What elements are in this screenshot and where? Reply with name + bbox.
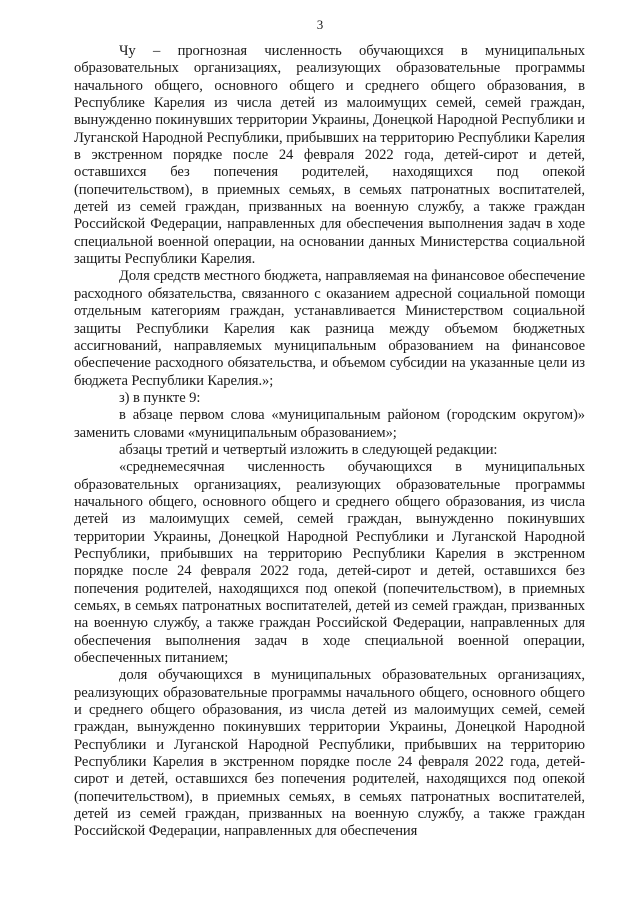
paragraph-item-z: з) в пункте 9: (119, 389, 201, 406)
paragraph-monthly-count: «среднемесячная численность обучающихся в муниципальных образовательных организациях, реализующих образовательные программы начального общего, основного общего и среднего общего образования, из числа детей из малоимущих семей, семей граждан, вынужденно покинувших территории Украины, Донецкой Народной Республики и Луганской Народной Республики, прибывших на территорию Республики Карелия в экстренном порядке после 24 февраля 2022 года, детей-сирот и детей, оставшихся без попечения родителей, находящихся под опекой (попечительством), в приемных семьях, в семьях патронатных воспитателей, детей из семей граждан, призванных на военную службу, а также граждан Российской Федерации, направленных для обеспечения выполнения задач в ходе специальной военной операции, обеспеченных питанием; (74, 459, 585, 667)
paragraph-chu-definition: Чу – прогнозная численность обучающихся в муниципальных образовательных организациях, реализующих образовательные программы начального общего, основного общего и среднего общего образования, в Республике Карелия из числа детей из малоимущих семей, семей граждан, вынужденно покинувших территории Украины, Донецкой Народной Республики и Луганской Народной Республики, прибывших на территорию Республики Карелия в экстренном порядке после 24 февраля 2022 года, детей-сирот и детей, оставшихся без попечения родителей, находящихся под опекой (попечительством), в приемных семьях, в семьях патронатных воспитателей, детей из семей граждан, призванных на военную службу, а также граждан Российской Федерации, направленных для обеспечения выполнения задач в ходе специальной военной операции, на основании данных Министерства социальной защиты Республики Карелия. (74, 43, 585, 268)
paragraph-local-budget-share: Доля средств местного бюджета, направляемая на финансовое обеспечение расходного обязательства, связанного с оказанием адресной социальной помощи отдельным категориям граждан, устанавливается Министерством социальной защиты Республики Карелия как разница между объемом бюджетных ассигнований, направляемых муниципальным образованием на финансовое обеспечение расходного обязательства, и объемом субсидии на указанные цели из бюджета Республики Карелия.»; (74, 268, 585, 389)
document-body (74, 43, 585, 841)
paragraph-third-fourth-intro: абзацы третий и четвертый изложить в следующей редакции: (119, 441, 498, 458)
page-number: 3 (316, 17, 324, 32)
paragraph-share-of-students: доля обучающихся в муниципальных образовательных организациях, реализующих образовательные программы начального общего, основного общего и среднего общего образования, из числа детей из малоимущих семей, семей граждан, вынужденно покинувших территории Украины, Донецкой Народной Республики и Луганской Народной Республики, прибывших на территорию Республики Карелия в экстренном порядке после 24 февраля 2022 года, детей-сирот и детей, оставшихся без попечения родителей, находящихся под опекой (попечительством), в приемных семьях, в семьях патронатных воспитателей, детей из семей граждан, призванных на военную службу, а также граждан Российской Федерации, направленных для обеспечения (74, 667, 585, 840)
paragraph-first-para-amendment: в абзаце первом слова «муниципальным районом (городским округом)» заменить словами «муниципальным образованием»; (74, 407, 585, 441)
